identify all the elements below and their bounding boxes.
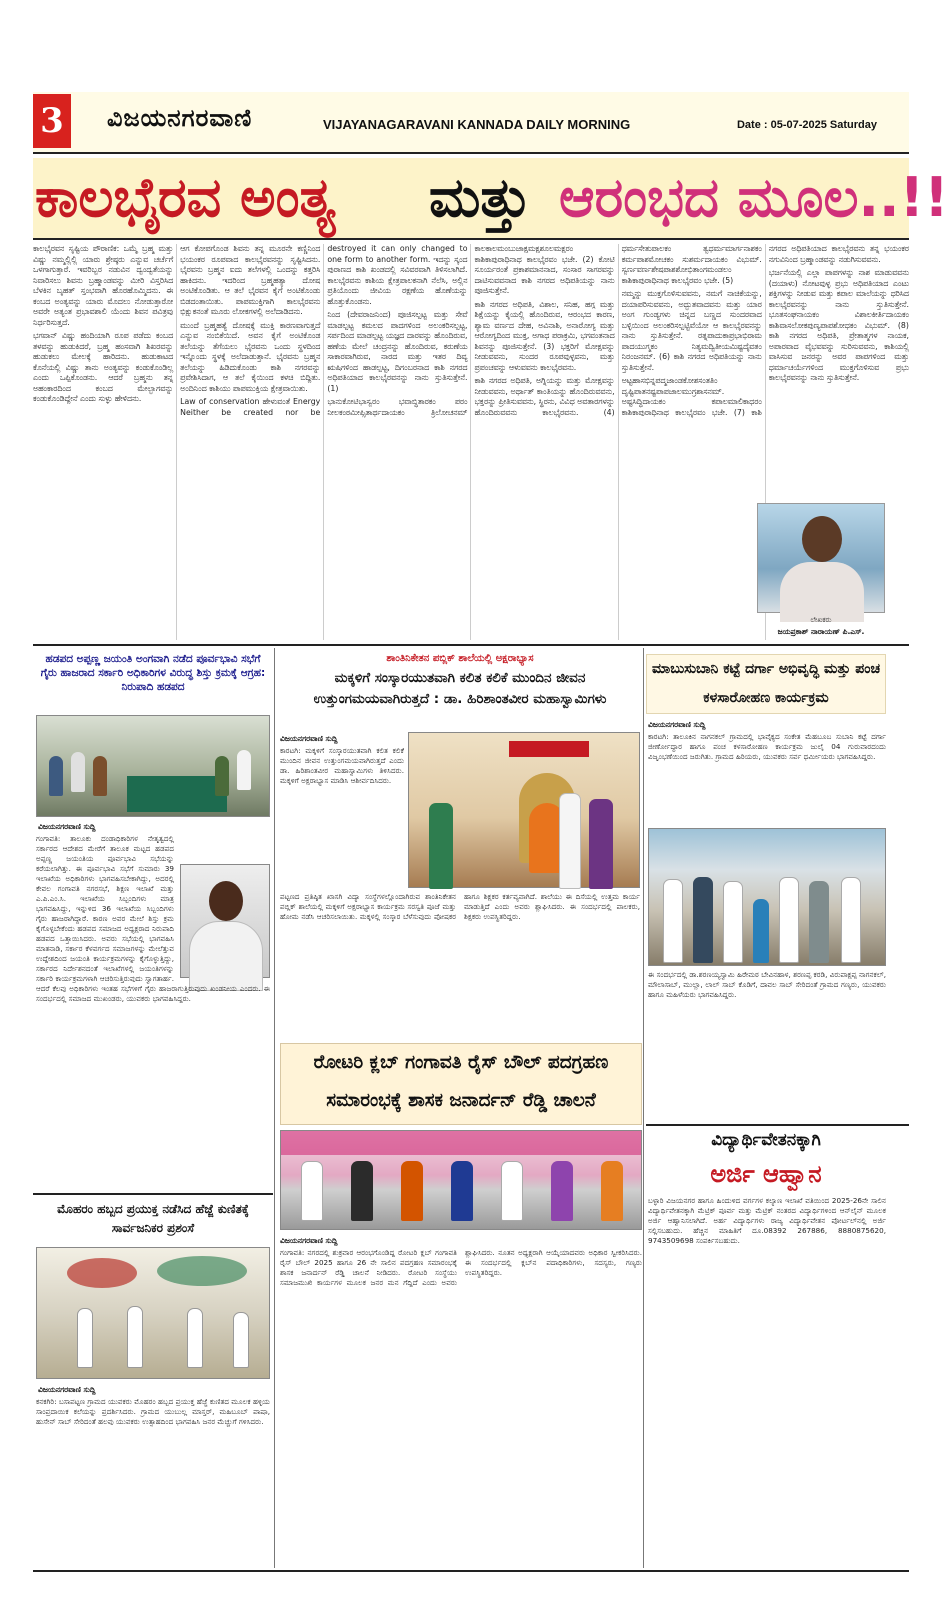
- story-headline: ವಿದ್ಯಾರ್ಥಿವೇತನಕ್ಕಾಗಿ: [711, 1130, 821, 1150]
- lead-paragraph: ಕಾಶಿ ನಗರದ ಅಧಿಪತಿ, ವಿಶಾಲ, ಸನಿಹ, ಹಗ್ಗ ಮತ್ತು ಶಿಕ್ಷೆಯನ್ನು ಕೈಯಲ್ಲಿ ಹೊಂದಿರುವ, ಆರಂಭದ ಕಾರಣ, ಶ್ಯಾಮ ವರ್ಣದ ದೇಹ, ಅವಿನಾಶಿ, ಅನಾರೋಗ್ಯ ಮತ್ತು ಆರೋಗ್ಯದಿಂದ ಮುಕ್ತ, ಅಗಾಧ ಪರಾಕ್ರಮಿ, ಭಗವಂತನಾದ ಶಿವನನ್ನು ಪೂಜಿಸುತ್ತೇನೆ. (3) ಭಕ್ತರಿಗೆ ಮೋಕ್ಷವನ್ನು ನೀಡುವವನು, ಸುಂದರ ರೂಪವುಳ್ಳವನು, ಮತ್ತು ಪ್ರಪಂಚವನ್ನು ಆಳುವವನು ಕಾಲಭೈರವನು.: [474, 299, 615, 372]
- issue-date: Date : 05-07-2025 Saturday: [736, 119, 877, 131]
- story-byline: ವಿಜಯನಗರವಾಣಿ ಸುದ್ದಿ: [38, 1385, 96, 1394]
- story-headline: ರೋಟರಿ ಕ್ಲಬ್ ಗಂಗಾವತಿ ರೈಸ್ ಬೌಲ್ ಪದಗ್ರಹಣ ಸಮಾರಂಭಕ್ಕೆ ಶಾಸಕ ಜನಾರ್ದನ್ ರೆಡ್ಡಿ ಚಾಲನೆ: [280, 1043, 642, 1125]
- story-body: ಕನಕಗಿರಿ: ಬಸಾಪಟ್ಟಣ ಗ್ರಾಮದ ಯುವಕರು ಮೊಹರಂ ಹಬ್ಬದ ಪ್ರಯುಕ್ತ ಹೆಜ್ಜೆ ಕುಣಿತದ ಮೂಲಕ ಹಳ್ಳಿಯ ಸಾಂಪ್ರದಾಯಿಕ ಕಲೆಯನ್ನು ಪ್ರದರ್ಶಿಸಿದರು. ಗ್ರಾಮದ ಯುಬುಲ್ಲ ಮಾಸ್ತರ್, ಮಹಿಬೂಬ್ ಪಾಷಾ, ಹುಸೇನ್ ಸಾಬ್ ಸೇರಿದಂತೆ ಹಲವು ಯುವಕರು ಉತ್ಸಾಹದಿಂದ ಭಾಗವಹಿಸಿ ಜನರ ಮೆಚ್ಚುಗೆ ಗಳಿಸಿದರು.: [36, 1397, 270, 1426]
- section-divider: [33, 1193, 273, 1195]
- author-photo: [757, 503, 885, 613]
- story-body: ಬಳ್ಳಾರಿ ವಿಜಯನಗರ ಹಾಗೂ ಹಿಂದುಳಿದ ವರ್ಗಗಳ ಕಲ್ಯಾಣ ಇಲಾಖೆ ವತಿಯಿಂದ 2025-26ನೇ ಸಾಲಿನ ವಿದ್ಯಾರ್ಥಿವೇತನಕ್ಕಾಗಿ ಮೆಟ್ರಿಕ್ ಪೂರ್ವ ಮತ್ತು ಮೆಟ್ರಿಕ್ ನಂತರದ ವಿದ್ಯಾರ್ಥಿಗಳಿಂದ ಆನ್‌ಲೈನ್ ಮೂಲಕ ಅರ್ಜಿ ಆಹ್ವಾನಿಸಲಾಗಿದೆ. ಅರ್ಹ ವಿದ್ಯಾರ್ಥಿಗಳು ರಾಜ್ಯ ವಿದ್ಯಾರ್ಥಿವೇತನ ಪೋರ್ಟಲ್‌ನಲ್ಲಿ ಅರ್ಜಿ ಸಲ್ಲಿಸಬಹುದು. ಹೆಚ್ಚಿನ ಮಾಹಿತಿಗೆ ದೂ.08392 267886, 8880875620, 9743509698 ಸಂಪರ್ಕಿಸಬಹುದು.: [648, 1196, 886, 1245]
- lead-headline-part1: ಕಾಲಭೈರವ ಅಂತ್ಯ: [35, 166, 336, 229]
- lead-paragraph: ಕಾಶಿ ನಗರದ ಅಧಿಪತಿ, ಅಗ್ನಿಯನ್ನು ಮತ್ತು ಮೋಕ್ಷವನ್ನು ನೀಡುವವನು, ಅರ್ಥಾತ್ ಕಾಂತಿಯನ್ನು ಹೊಂದಿರುವವನು, ಭಕ್ತರನ್ನು ಪ್ರೀತಿಸುವವನು, ಸ್ಥಿರನು, ವಿವಿಧ ಅವತಾರಗಳನ್ನು ಹೊಂದಿರುವವನು ಕಾಲಭೈರವನು. (4) ಧರ್ಮಸೇತುಪಾಲಕಂ ತ್ವಧರ್ಮಮಾರ್ಗನಾಶಕಂ ಕರ್ಮಪಾಶಮೋಚಕಂ ಸುಶರ್ಮದಾಯಕಂ ವಿಭುಮ್. ಸ್ವರ್ಣವರ್ಣಶೇಷಪಾಶಶೋಭಿತಾಂಗಮಂಡಲಂ ಕಾಶಿಕಾಪುರಾಧಿನಾಥ ಕಾಲಭೈರವಂ ಭಜೇ. (5): [474, 244, 762, 417]
- story-headline: ಮಕ್ಕಳಿಗೆ ಸಂಸ್ಕಾರಯುತವಾಗಿ ಕಲಿತ ಕಲಿಕೆ ಮುಂದಿನ ಜೀವನ ಉತ್ತುಂಗಮಯವಾಗಿರುತ್ತದೆ : ಡಾ. ಹಿರಿಶಾಂತವೀರ ಮಹಾಸ್ವಾಮಿಗಳು: [313, 670, 607, 707]
- story-kicker: ಶಾಂತಿನಿಕೇತನ ಪಬ್ಲಿಕ್ ಶಾಲೆಯಲ್ಲಿ ಅಕ್ಷರಾಭ್ಯಾಸ: [386, 653, 534, 664]
- meeting-photo: [36, 715, 270, 817]
- lead-headline-part3: ಆರಂಭದ ಮೂಲ..!!: [559, 166, 949, 229]
- masthead: [33, 92, 909, 154]
- story-body: ಈ ಸಂದರ್ಭದಲ್ಲಿ ಡಾ.ಶರಣಯ್ಯಸ್ವಾಮಿ ಹಿರೇಮಠ ಬೇವಿನಹಾಳ, ಶರಣಪ್ಪ ಕರಡಿ, ವಿರುಪಾಕ್ಷಪ್ಪ ನಾಗನಕಲ್, ಮೌಲಾಸಾಬ್, ಮುಲ್ಲಾ, ಲಾಲ್ ಸಾಬ್ ಕೊಡಿಗೆ, ದಾವಲ ಸಾಬ್ ಸೇರಿದಂತೆ ಗ್ರಾಮದ ಗಣ್ಯರು, ಯುವಕರು ಹಾಗೂ ಮಹಿಳೆಯರು ಭಾಗವಹಿಸಿದ್ದರು.: [648, 970, 886, 999]
- lead-headline-part2: ಮತ್ತು: [429, 166, 531, 229]
- section-divider: [33, 644, 909, 646]
- story-headline-accent: ಅರ್ಜಿ ಆಹ್ವಾನ: [710, 1160, 822, 1188]
- lead-paragraph: ಭಗವಾನ್ ವಿಷ್ಣು ಹಂದಿಯಾಗಿ ರೂಪ ಪಡೆದು ಕಂಬದ ತಳವನ್ನು ಹುಡುಕಿದರೆ, ಬ್ರಹ್ಮ ಹಂಸವಾಗಿ ಶಿಖರವನ್ನು ಹುಡುಕಲು ಮೇಲಕ್ಕೆ ಹಾರಿದನು. ಹುಡುಕಾಟದ ಕೊನೆಯಲ್ಲಿ ವಿಷ್ಣು ತಾನು ಅಂತ್ಯವನ್ನು ಕಂಡುಕೊಂಡಿಲ್ಲ ಎಂದು ಒಪ್ಪಿಕೊಂಡನು. ಆದರೆ ಬ್ರಹ್ಮನು ತನ್ನ ಅಹಂಕಾರದಿಂದ ಕಂಬದ ಮೇಲ್ಭಾಗವನ್ನು ಕಂಡುಕೊಂಡಿದ್ದೇನೆ ಎಂದು ಸುಳ್ಳು ಹೇಳಿದನು.: [33, 331, 174, 403]
- story-byline: ವಿಜಯನಗರವಾಣಿ ಸುದ್ದಿ: [280, 734, 338, 743]
- stage-photo: [280, 1130, 642, 1230]
- story-body: ಕಾರಟಗಿ: ತಾಲೂಕಿನ ನಾಗನಕಲ್ ಗ್ರಾಮದಲ್ಲಿ ಭಾವೈಕ್ಯದ ಸಂಕೇತ ಮೆಹಬೂಬ ಸುಬಾನಿ ಕಟ್ಟೆ ದರ್ಗಾ ಜೀರ್ಣೋದ್ಧಾರ ಹಾಗೂ ಪಂಚ ಕಳಸಾರೋಹಣ ಕಾರ್ಯಕ್ರಮ ಜುಲೈ 04 ಗುರುವಾರದಂದು ವಿಜೃಂಭಣೆಯಿಂದ ಜರುಗಿತು. ಗ್ರಾಮದ ಹಿರಿಯರು, ಯುವಕರು ಸರ್ವ ಧರ್ಮೀಯರು ಭಾಗವಹಿಸಿದ್ದರು.: [648, 732, 886, 761]
- paper-name-english: VIJAYANAGARAVANI KANNADA DAILY MORNING: [323, 117, 631, 132]
- story-body: ಪಟ್ಟಣದ ಪ್ರತಿಷ್ಠಿತ ಖಾಸಗಿ ವಿದ್ಯಾ ಸಂಸ್ಥೆಗಳಲ್ಲೊಂದಾಗಿರುವ ಶಾಂತಿನಿಕೇತನ ಪಬ್ಲಿಕ್ ಶಾಲೆಯಲ್ಲಿ ಮಕ್ಕಳಿಗೆ ಅಕ್ಷರಾಭ್ಯಾಸ ಕಾರ್ಯಕ್ರಮ ಸರಸ್ವತಿ ಪೂಜೆ ಮತ್ತು ಹೋಮ ನಡೆಸಿ ಆಚರಿಸಲಾಯಿತು. ಮಕ್ಕಳಲ್ಲಿ ಸಂಸ್ಕಾರ ಬೆಳೆಸುವುದು ಪೋಷಕರ ಹಾಗೂ ಶಿಕ್ಷಕರ ಕರ್ತವ್ಯವಾಗಿದೆ. ಶಾಲೆಯು ಈ ದಿಸೆಯಲ್ಲಿ ಉತ್ತಮ ಕಾರ್ಯ ಮಾಡುತ್ತಿದೆ ಎಂದು ಅವರು ಶ್ಲಾಘಿಸಿದರು. ಈ ಸಂದರ್ಭದಲ್ಲಿ ಪಾಲಕರು, ಶಿಕ್ಷಕರು ಉಪಸ್ಥಿತರಿದ್ದರು.: [280, 892, 640, 921]
- story-headline: ಹಡಪದ ಅಪ್ಪಣ್ಣ ಜಯಂತಿ ಅಂಗವಾಗಿ ನಡೆದ ಪೂರ್ವಭಾವಿ ಸಭೆಗೆ ಗೈರು ಹಾಜರಾದ ಸರ್ಕಾರಿ ಅಧಿಕಾರಿಗಳ ವಿರುದ್ಧ ಶಿಸ್ತು ಕ್ರಮಕ್ಕೆ ಆಗ್ರಹ: ನಿರುಪಾದಿ ಹಡಪದ: [40, 653, 266, 693]
- lead-paragraph: ಭಾನುಕೋಟಿಭಾಸ್ವರಂ ಭವಾಬ್ಧಿತಾರಕಂ ಪರಂ ನೀಲಕಂಠಮೀಪ್ಸಿತಾರ್ಥದಾಯಕಂ ತ್ರಿಲೋಚನಮ್ ಕಾಲಕಾಲಮಂಬುಜಾಕ್ಷಮಕ್ಷಶೂಲಮಕ್ಷರಂ ಕಾಶಿಕಾಪುರಾಧಿನಾಥ ಕಾಲಭೈರವಂ ಭಜೇ. (2) ಕೋಟಿ ಸೂರ್ಯರಂತೆ ಪ್ರಕಾಶಮಾನನಾದ, ಸಂಸಾರ ಸಾಗರವನ್ನು ದಾಟಿಸುವವನಾದ ಕಾಶಿ ನಗರದ ಅಧಿಪತಿಯನ್ನು ನಾನು ಪೂಜಿಸುತ್ತೇನೆ.: [327, 244, 615, 417]
- lead-paragraph: Law of conservation ಹೇಳುವಂತೆ Energy Neither be created nor be destroyed it can only changed to one form to another form. ಇದನ್ನು ಸ್ಕಂದ ಪುರಾಣದ ಕಾಶಿ ಖಂಡದಲ್ಲಿ ಸವಿವರವಾಗಿ ತಿಳಿಸಲಾಗಿದೆ. ಕಾಲಭೈರವನು ಕಾಶಿಯ ಕ್ಷೇತ್ರಪಾಲಕನಾಗಿ ನೆಲೆಸಿ, ಅಲ್ಲಿನ ಪ್ರತಿಯೊಂದು ಜೀವಿಯ ರಕ್ಷಣೆಯ ಹೊಣೆಯನ್ನು ಹೊತ್ತುಕೊಂಡನು.: [180, 244, 468, 417]
- lead-paragraph: ಭರ್ಜನೆಯಲ್ಲಿ ಎಲ್ಲಾ ಪಾಪಗಳನ್ನು ನಾಶ ಮಾಡುವವನು (ದಯಾಳು) ನೋಟವುಳ್ಳ ಪ್ರಭು ಅಧಿಪತಿಯಾದ ಎಂಟು ಶಕ್ತಿಗಳನ್ನು ನೀಡುವ ಮತ್ತು ಕಪಾಲ ಮಾಲೆಯನ್ನು ಧರಿಸಿದ ಕಾಲಭೈರವನನ್ನು ನಾನು ಸ್ತುತಿಸುತ್ತೇನೆ. ಭೂತಸಂಘನಾಯಕಂ ವಿಶಾಲಕೀರ್ತಿದಾಯಕಂ ಕಾಶಿವಾಸಲೋಕಪುಣ್ಯಪಾಪಶೋಧಕಂ ವಿಭುಮ್. (8) ಕಾಶಿ ನಗರದ ಅಧಿಪತಿ, ಪ್ರೇತಾತ್ಮಗಳ ನಾಯಕ, ಅಪಾರವಾದ ವೈಭವವನ್ನು ಸುರಿಸುವವನು, ಕಾಶಿಯಲ್ಲಿ ವಾಸಿಸುವ ಜನರನ್ನು ಅವರ ಪಾಪಗಳಿಂದ ಮತ್ತು ಧರ್ಮಾಚರ್ಯೆಗಳಿಂದ ಮುಕ್ತಗೊಳಿಸುವ ಪ್ರಭು ಕಾಲಭೈರವನನ್ನು ನಾನು ಸ್ತುತಿಸುತ್ತೇನೆ.: [768, 268, 909, 382]
- lead-headline: [33, 158, 949, 240]
- column-divider: [274, 648, 275, 1568]
- lead-paragraph: ಕಾಲಭೈರವನ ಸೃಷ್ಟಿಯ ಪೌರಾಣಿಕ: ಒಮ್ಮೆ ಬ್ರಹ್ಮ ಮತ್ತು ವಿಷ್ಣು ನಮ್ಮಲ್ಲಿಲ್ಲಿ ಯಾರು ಶ್ರೇಷ್ಠರು ಎನ್ನುವ ಚರ್ಚೆಗೆ ಒಳಗಾಗುತ್ತಾರೆ. ಇವರಿಬ್ಬರ ನಡುವಿನ ದ್ವಂದ್ವತೆಯನ್ನು ನಿವಾರಿಸಲು ಶಿವನು ಬ್ರಹ್ಮಾಂಡವನ್ನು ಮೀರಿ ವಿಸ್ತರಿಸಿದ ಬೆಳಕಿನ ಬೃಹತ್ ಸ್ತಂಭವಾಗಿ ಹೊರಹೊಮ್ಮಿದನು. ಈ ಕಂಬದ ಅಂತ್ಯವನ್ನು ಯಾರು ಮೊದಲು ನೋಡುತ್ತಾರೋ ಅವರೇ ಅತ್ಯಂತ ಪ್ರಭಾವಶಾಲಿ ಯೆಂದು ಶಿವನ ಪವಿತ್ರವು ನಿರ್ಧರಿಸುತ್ತದೆ.: [33, 244, 174, 327]
- lead-paragraph: ಮುಂದೆ ಬ್ರಹ್ಮಹತ್ಯೆ ದೋಷಕ್ಕೆ ಮುಕ್ತಿ ಕಾರಣವಾಗುತ್ತದೆ ಎನ್ನುವ ನಂಬಿಕೆಯಿದೆ. ಅವನ ಕೈಗೆ ಅಂಟಿಕೊಂಡ ತಲೆಯನ್ನು ತೆಗೆಯಲು ಭೈರವನು ಒಂದು ಸ್ಥಳದಿಂದ ಇನ್ನೊಂದು ಸ್ಥಳಕ್ಕೆ ಅಲೆದಾಡುತ್ತಾನೆ. ಭೈರವನು ಬ್ರಹ್ಮನ ತಲೆಯನ್ನು ಹಿಡಿದುಕೊಂಡು ಕಾಶಿ ನಗರವನ್ನು ಪ್ರವೇಶಿಸಿದಾಗ, ಆ ತಲೆ ಕೈಯಿಂದ ಕಳಚಿ ಬಿದ್ದಿತು. ಅಂದಿನಿಂದ ಕಾಶಿಯು ಪಾಪಮುಕ್ತಿಯ ಕ್ಷೇತ್ರವಾಯಿತು.: [180, 320, 321, 393]
- author-role: ಲೇಖಕರು: [810, 616, 832, 624]
- lead-paragraph: ನಿಂದ (ದೇವರಾಜನಿಂದ) ಪೂಜಿಸಲ್ಪಟ್ಟ ಮತ್ತು ಸೇವೆ ಮಾಡಲ್ಪಟ್ಟ ಕಮಲದ ಪಾದಗಳಿಂದ ಅಲಂಕರಿಸಲ್ಪಟ್ಟ, ಸರ್ಪದಿಂದ ಮಾಡಲ್ಪಟ್ಟ ಯಜ್ಞದ ದಾರವನ್ನು ಹೊಂದಿರುವ, ಹಣೆಯ ಮೇಲೆ ಚಂದ್ರನನ್ನು ಹೊಂದಿರುವ, ಕರುಣೆಯ ಸಾಕಾರವಾಗಿರುವ, ನಾರದ ಮತ್ತು ಇತರ ದಿವ್ಯ ಋಷಿಗಳಿಂದ ಹಾಡಲ್ಪಟ್ಟ, ದಿಗಂಬರನಾದ ಕಾಶಿ ನಗರದ ಅಧಿಪತಿಯಾದ ಕಾಲಭೈರವನನ್ನು ನಾನು ಸ್ತುತಿಸುತ್ತೇನೆ. (1): [327, 310, 468, 393]
- column-divider: [643, 648, 644, 1568]
- dargah-photo: [648, 828, 886, 966]
- ceremony-photo: [408, 732, 640, 888]
- lead-paragraph: ಅಟ್ಟಹಾಸಭಿನ್ನಪದ್ಮಜಾಂಡಕೋಶಸಂತತಿಂ ದೃಷ್ಟಿಪಾತನಷ್ಟಪಾಪಜಾಲಮುಗ್ರಶಾಸನಮ್. ಅಷ್ಟಸಿದ್ಧಿದಾಯಕಂ ಕಪಾಲಮಾಲಿಕಾಧರಂ ಕಾಶಿಕಾಪುರಾಧಿನಾಥ ಕಾಲಭೈರವಂ ಭಜೇ. (7) ಕಾಶಿ ನಗರದ ಅಧಿಪತಿಯಾದ ಕಾಲಭೈರವನು ತನ್ನ ಭಯಂಕರ ನಗುವಿನಿಂದ ಬ್ರಹ್ಮಾಂಡವನ್ನು ನಡುಗಿಸುವವನು.: [621, 244, 909, 417]
- story-byline: ವಿಜಯನಗರವಾಣಿ ಸುದ್ದಿ: [648, 720, 706, 729]
- page-number: 3: [33, 94, 71, 148]
- story-byline: ವಿಜಯನಗರವಾಣಿ ಸುದ್ದಿ: [38, 822, 96, 831]
- section-divider: [646, 1124, 909, 1126]
- paper-name-kannada: ವಿಜಯನಗರವಾಣಿ: [107, 104, 253, 132]
- author-name: ಜಯಪ್ರಕಾಶ್ ನಾರಾಯಣ್ ಪಿ.ಎಸ್.: [777, 627, 865, 636]
- procession-photo: [36, 1247, 270, 1379]
- story-headline: ಮೊಹರಂ ಹಬ್ಬದ ಪ್ರಯುಕ್ತ ನಡೆಸಿದ ಹೆಜ್ಜೆ ಕುಣಿತಕ್ಕೆ ಸಾರ್ವಜನಿಕರ ಪ್ರಶಂಸೆ: [57, 1202, 249, 1235]
- lead-paragraph: ಆಗ ಕೋಪಗೊಂಡ ಶಿವನು ತನ್ನ ಮೂರನೇ ಕಣ್ಣಿನಿಂದ ಭಯಂಕರ ರೂಪವಾದ ಕಾಲಭೈರವನನ್ನು ಸೃಷ್ಟಿಸಿದನು. ಭೈರವನು ಬ್ರಹ್ಮನ ಐದು ತಲೆಗಳಲ್ಲಿ ಒಂದನ್ನು ಕತ್ತರಿಸಿ ಹಾಕಿದನು. ಇದರಿಂದ ಬ್ರಹ್ಮಹತ್ಯಾ ದೋಷ ಅಂಟಿಕೊಂಡಿತು. ಆ ತಲೆ ಭೈರವನ ಕೈಗೆ ಅಂಟಿಕೊಂಡು ಬಿಡದಂತಾಯಿತು. ಪಾಪಮುಕ್ತಿಗಾಗಿ ಕಾಲಭೈರವನು ಭಿಕ್ಷುಕನಂತೆ ಮೂರು ಲೋಕಗಳಲ್ಲಿ ಅಲೆದಾಡಿದನು.: [180, 244, 321, 316]
- lead-paragraph: ನಮ್ಮನ್ನು ಮುಕ್ತಗೊಳಿಸುವವನು, ನಮಗೆ ನಾಚಿಕೆಯನ್ನು, ದಯಾಪರಿಸುವವನು, ಅದ್ಭುತವಾದವನು ಮತ್ತು ಯಾರ ಅಂಗ ಗುಂಡ್ಯಗಳು ಚಿನ್ನದ ಬಣ್ಣದ ಸುಂದರವಾದ ಬಳ್ಳಿಯಿಂದ ಅಲಂಕರಿಸಲ್ಪಟ್ಟಿವೆಯೋ ಆ ಕಾಲಭೈರವನನ್ನು ನಾನು ಸ್ತುತಿಸುತ್ತೇನೆ. ರತ್ನಪಾದುಕಾಪ್ರಭಾಭಿರಾಮ ಪಾದಯುಗ್ಮಕಂ ನಿತ್ಯಮದ್ವಿತೀಯಮಿಷ್ಟದೈವತಂ ನಿರಂಜನಮ್. (6) ಕಾಶಿ ನಗರದ ಅಧಿಪತಿಯನ್ನು ನಾನು ಸ್ತುತಿಸುತ್ತೇನೆ.: [621, 289, 762, 372]
- story-body: ಗಂಗಾವತಿ: ನಗರದಲ್ಲಿ ಶುಕ್ರವಾರ ಆರಂಭಗೊಂಡಿದ್ದ ರೋಟರಿ ಕ್ಲಬ್ ಗಂಗಾವತಿ ರೈಸ್ ಬೌಲ್ 2025 ಹಾಗೂ 26 ನೇ ಸಾಲಿನ ಪದಗ್ರಹಣ ಸಮಾರಂಭಕ್ಕೆ ಶಾಸಕ ಜನಾರ್ದನ್ ರೆಡ್ಡಿ ಚಾಲನೆ ನೀಡಿದರು. ರೋಟರಿ ಸಂಸ್ಥೆಯು ಸಮಾಜಮುಖಿ ಕಾರ್ಯಗಳ ಮೂಲಕ ಜನರ ಮನ ಗೆದ್ದಿದೆ ಎಂದು ಅವರು ಶ್ಲಾಘಿಸಿದರು. ನೂತನ ಅಧ್ಯಕ್ಷರಾಗಿ ಆಯ್ಕೆಯಾದವರು ಅಧಿಕಾರ ಸ್ವೀಕರಿಸಿದರು. ಈ ಸಂದರ್ಭದಲ್ಲಿ ಕ್ಲಬ್‌ನ ಪದಾಧಿಕಾರಿಗಳು, ಸದಸ್ಯರು, ಗಣ್ಯರು ಉಪಸ್ಥಿತರಿದ್ದರು.: [280, 1248, 642, 1287]
- story-body-side: ಕಾರಟಗಿ: ಮಕ್ಕಳಿಗೆ ಸಂಸ್ಕಾರಯುತವಾಗಿ ಕಲಿತ ಕಲಿಕೆ ಮುಂದಿನ ಜೀವನ ಉತ್ತುಂಗಮಯವಾಗಿರುತ್ತದೆ ಎಂದು ಡಾ. ಹಿರಿಶಾಂತವೀರ ಮಹಾಸ್ವಾಮಿಗಳು ತಿಳಿಸಿದರು. ಮಕ್ಕಳಿಗೆ ಅಕ್ಷರಾಭ್ಯಾಸ ಮಾಡಿಸಿ ಆಶೀರ್ವದಿಸಿದರು.: [280, 746, 404, 785]
- page-bottom-rule: [33, 1570, 909, 1572]
- story-headline: ಮಾಬುಸುಬಾನಿ ಕಟ್ಟೆ ದರ್ಗಾ ಅಭಿವೃದ್ಧಿ ಮತ್ತು ಪಂಚ ಕಳಸಾರೋಹಣ ಕಾರ್ಯಕ್ರಮ: [646, 654, 886, 714]
- story-body: ಗಂಗಾವತಿ: ತಾಲೂಕು ದಂಡಾಧಿಕಾರಿಗಳ ನೇತೃತ್ವದಲ್ಲಿ ಸರ್ಕಾರದ ಆದೇಶದ ಮೇರೆಗೆ ತಾಲೂಕ ಮಟ್ಟದ ಹಡಪದ ಅಪ್ಪಣ್ಣ ಜಯಂತಿಯ ಪೂರ್ವಭಾವಿ ಸಭೆಯನ್ನು ಕರೆಯಲಾಗಿತ್ತು. ಈ ಪೂರ್ವಭಾವಿ ಸಭೆಗೆ ಸುಮಾರು 39 ಇಲಾಖೆಯ ಅಧಿಕಾರಿಗಳು ಭಾಗವಹಿಸಬೇಕಾಗಿದ್ದು, ಅದರಲ್ಲಿ ಕೇವಲ ಗಂಗಾವತಿ ನಗರಸಭೆ, ಶಿಕ್ಷಣ ಇಲಾಖೆ ಮತ್ತು ಎ.ಪಿ.ಎಂ.ಸಿ. ಇಲಾಖೆಯ ಸಿಬ್ಬಂದಿಗಳು ಮಾತ್ರ ಭಾಗವಹಿಸಿದ್ದು, ಇನ್ನುಳಿದ 36 ಇಲಾಖೆಯ ಸಿಬ್ಬಂದಿಗಳು ಗೈರು ಹಾಜರಾಗಿದ್ದಾರೆ. ಕಾರಣ ಅವರ ಮೇಲೆ ಶಿಸ್ತು ಕ್ರಮ ಕೈಗೊಳ್ಳಬೇಕೆಂದು ಹಡಪದ ಸಮಾಜದ ಅಧ್ಯಕ್ಷರಾದ ನಿರುಪಾದಿ ಹಡಪದ ಒತ್ತಾಯಿಸಿದರು. ಅವರು ಸಭೆಯಲ್ಲಿ ಭಾಗವಹಿಸಿ ಮಾತನಾಡಿ, ಸರ್ಕಾರ ಕೆಳವರ್ಗದ ಸಮಾಜಗಳನ್ನು ಮೇಲೆತ್ತುವ ಉದ್ದೇಶದಿಂದ ಜಯಂತಿ ಕಾರ್ಯಕ್ರಮಗಳನ್ನು ಕೈಗೊಳ್ಳುತ್ತಿದ್ದು, ಸರ್ಕಾರದ ನಿರ್ದೇಶನದಂತೆ ಇಲಾಖೆಗಳಲ್ಲಿ ಜಯಂತಿಗಳನ್ನು ಸರ್ಕಾರಿ ಕಾರ್ಯಕ್ರಮಗಳಾಗಿ ಆಚರಿಸುತ್ತಿರುವುದು ಸ್ವಾಗತಾರ್ಹ. ಆದರೆ ಕೆಲವು ಅಧಿಕಾರಿಗಳು ಇಂತಹ ಸಭೆಗಳಿಗೆ ಗೈರು ಹಾಜರಾಗುತ್ತಿರುವುದು ಖಂಡನೀಯ ಎಂದರು. ಈ ಸಂದರ್ಭದಲ್ಲಿ ಸಮಾಜದ ಮುಖಂಡರು, ಯುವಕರು ಭಾಗವಹಿಸಿದ್ದರು.: [36, 834, 270, 1003]
- story-byline: ವಿಜಯನಗರವಾಣಿ ಸುದ್ದಿ: [280, 1236, 338, 1245]
